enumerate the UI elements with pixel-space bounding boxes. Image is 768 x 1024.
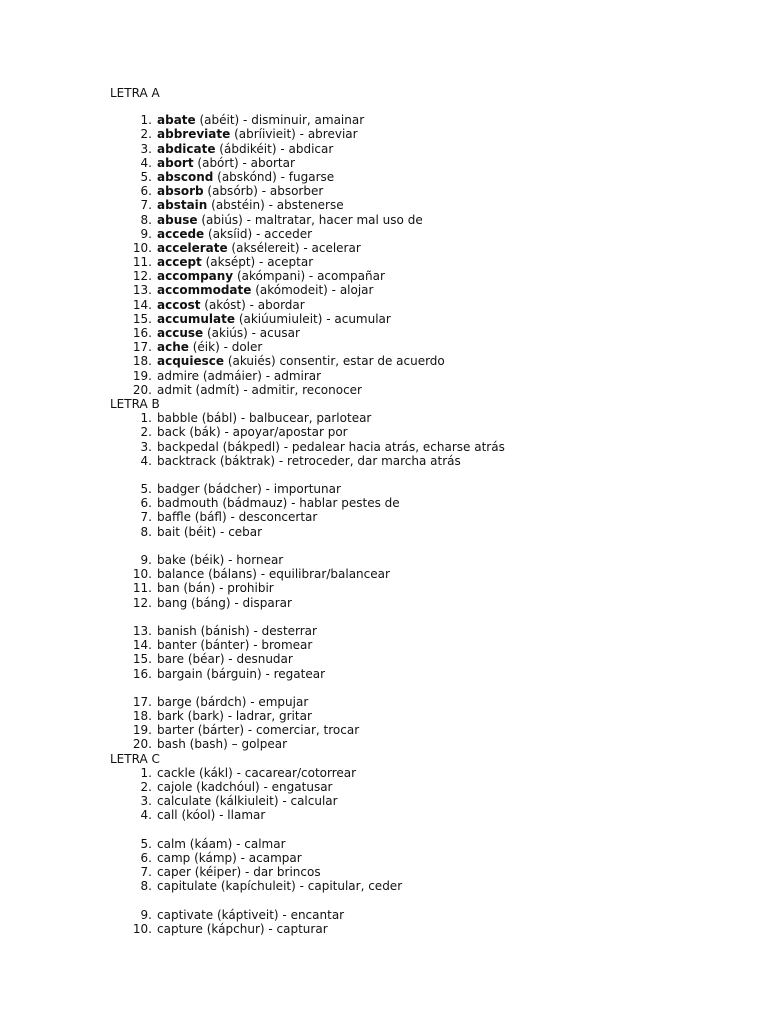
- item-word: abstain: [157, 198, 208, 213]
- item-definition: (admáier) - admirar: [199, 368, 322, 383]
- item-word: camp: [157, 850, 191, 865]
- list-item: [110, 737, 710, 751]
- item-definition: (absórb) - absorber: [203, 184, 324, 199]
- item-number: 1.: [140, 765, 152, 780]
- item-definition: (aksélereit) - acelerar: [227, 240, 361, 255]
- item-definition: (kákl) - cacarear/cotorrear: [195, 765, 357, 780]
- item-definition: (abiús) - maltratar, hacer mal uso de: [197, 212, 423, 227]
- item-definition: (éik) - doler: [188, 340, 263, 355]
- item-number: 7.: [140, 198, 152, 213]
- list-item: [110, 312, 710, 326]
- item-word: bash: [157, 737, 186, 752]
- list-item: [110, 354, 710, 368]
- item-number: 12.: [132, 595, 152, 610]
- item-number: 14.: [132, 638, 152, 653]
- item-number: 19.: [132, 723, 152, 738]
- vocabulary-document: [110, 86, 710, 936]
- list-item: [110, 709, 710, 723]
- item-number: 10.: [132, 567, 152, 582]
- item-definition: (aksíid) - acceder: [204, 226, 313, 241]
- item-word: barter: [157, 723, 194, 738]
- item-word: bargain: [157, 666, 203, 681]
- item-definition: (akóst) - abordar: [200, 297, 305, 312]
- item-word: call: [157, 808, 178, 823]
- item-definition: (abstéin) - abstenerse: [207, 198, 344, 213]
- item-word: bark: [157, 709, 184, 724]
- list-item: [110, 340, 710, 354]
- list-item: [110, 170, 710, 184]
- list-item: [110, 510, 710, 524]
- list-spacer: [110, 894, 710, 908]
- item-number: 7.: [140, 865, 152, 880]
- item-word: barge: [157, 694, 192, 709]
- item-number: 14.: [132, 297, 152, 312]
- section-letra-c: [110, 752, 710, 936]
- item-number: 20.: [132, 382, 152, 397]
- item-word: accede: [157, 226, 205, 241]
- item-word: banish: [157, 623, 197, 638]
- item-definition: (akiúumiuleit) - acumular: [235, 311, 391, 326]
- list-item: [110, 227, 710, 241]
- item-definition: (bark) - ladrar, gritar: [183, 709, 312, 724]
- list-item: [110, 156, 710, 170]
- item-definition: (béik) - hornear: [185, 553, 284, 567]
- item-word: accost: [157, 297, 201, 312]
- section-heading: LETRA A: [110, 86, 160, 100]
- item-word: ban: [157, 581, 180, 596]
- list-item: [110, 808, 710, 822]
- list-item: [110, 440, 710, 454]
- item-number: 15.: [132, 652, 152, 667]
- item-number: 9.: [140, 907, 152, 922]
- item-number: 10.: [132, 921, 152, 936]
- item-word: cajole: [157, 780, 193, 794]
- item-number: 20.: [132, 737, 152, 752]
- item-definition: (bárter) - comerciar, trocar: [193, 723, 360, 738]
- item-number: 19.: [132, 368, 152, 383]
- item-number: 5.: [140, 169, 152, 184]
- item-number: 11.: [132, 581, 152, 596]
- item-word: capitulate: [157, 879, 217, 894]
- list-item: [110, 525, 710, 539]
- item-number: 1.: [140, 113, 152, 128]
- item-word: accommodate: [157, 283, 252, 298]
- item-definition: (bádmauz) - hablar pestes de: [218, 496, 400, 511]
- item-word: badmouth: [157, 496, 219, 511]
- list-item: [110, 780, 710, 794]
- item-number: 1.: [140, 411, 152, 426]
- list-item: [110, 255, 710, 269]
- item-number: 18.: [132, 354, 152, 369]
- item-definition: (kapíchuleit) - capitular, ceder: [217, 879, 403, 894]
- list-item: [110, 553, 710, 567]
- list-item: [110, 411, 710, 425]
- section-heading: LETRA B: [110, 396, 160, 411]
- item-definition: (bán) - prohibir: [179, 581, 274, 596]
- list-item: [110, 879, 710, 893]
- item-word: babble: [157, 411, 198, 426]
- item-number: 16.: [132, 326, 152, 340]
- item-word: accuse: [157, 326, 204, 340]
- list-item: [110, 425, 710, 439]
- item-word: accumulate: [157, 311, 235, 326]
- item-word: bang: [157, 595, 188, 610]
- item-word: calm: [157, 836, 186, 851]
- item-word: bare: [157, 652, 185, 667]
- item-word: bait: [157, 524, 181, 539]
- list-item: [110, 326, 710, 340]
- list-item: [110, 113, 710, 127]
- item-number: 2.: [140, 780, 152, 794]
- list-item: [110, 383, 710, 397]
- item-definition: (abórt) - abortar: [193, 155, 295, 170]
- item-definition: (bálans) - equilibrar/balancear: [204, 567, 390, 582]
- item-definition: (bádcher) - importunar: [199, 482, 341, 497]
- item-definition: (báktrak) - retroceder, dar marcha atrás: [216, 453, 461, 468]
- item-number: 4.: [140, 155, 152, 170]
- list-item: [110, 794, 710, 808]
- list-item: [110, 837, 710, 851]
- item-definition: (akiús) - acusar: [203, 326, 300, 340]
- list-item: [110, 596, 710, 610]
- item-number: 13.: [132, 283, 152, 298]
- item-definition: (báng) - disparar: [187, 595, 292, 610]
- item-definition: (bárguin) - regatear: [202, 666, 325, 681]
- list-item: [110, 567, 710, 581]
- item-number: 6.: [140, 496, 152, 511]
- list-item: [110, 283, 710, 297]
- item-number: 18.: [132, 709, 152, 724]
- list-item: [110, 922, 710, 936]
- list-item: [110, 581, 710, 595]
- list-item: [110, 241, 710, 255]
- item-definition: (béit) - cebar: [180, 524, 263, 539]
- word-list: [110, 113, 710, 397]
- item-word: admire: [157, 368, 200, 383]
- item-definition: (abéit) - disminuir, amainar: [195, 113, 365, 128]
- list-spacer: [110, 823, 710, 837]
- item-word: abscond: [157, 169, 214, 184]
- item-word: calculate: [157, 794, 212, 809]
- list-item: [110, 127, 710, 141]
- item-word: captivate: [157, 907, 214, 922]
- item-definition: (akómpani) - acompañar: [233, 269, 385, 284]
- item-definition: (bánter) - bromear: [196, 638, 313, 653]
- item-number: 5.: [140, 482, 152, 497]
- item-word: acquiesce: [157, 354, 224, 369]
- item-word: accelerate: [157, 240, 228, 255]
- item-definition: (kápchur) - capturar: [202, 921, 328, 936]
- item-word: badger: [157, 482, 200, 497]
- list-item: [110, 213, 710, 227]
- item-word: back: [157, 425, 186, 440]
- item-definition: (kadchóul) - engatusar: [192, 780, 333, 794]
- list-item: [110, 482, 710, 496]
- item-word: backpedal: [157, 439, 219, 454]
- item-word: abort: [157, 155, 194, 170]
- item-number: 5.: [140, 836, 152, 851]
- list-spacer: [110, 610, 710, 624]
- item-word: accept: [157, 255, 202, 270]
- list-item: [110, 198, 710, 212]
- item-word: abate: [157, 113, 196, 128]
- item-number: 17.: [132, 340, 152, 355]
- list-spacer: [110, 539, 710, 553]
- section-heading: LETRA C: [110, 751, 160, 766]
- item-number: 4.: [140, 453, 152, 468]
- item-word: caper: [157, 865, 191, 880]
- item-word: cackle: [157, 765, 196, 780]
- item-definition: (kálkiuleit) - calcular: [211, 794, 338, 809]
- list-item: [110, 269, 710, 283]
- item-definition: (káptiveit) - encantar: [213, 907, 345, 922]
- list-item: [110, 652, 710, 666]
- list-item: [110, 667, 710, 681]
- item-number: 16.: [132, 666, 152, 681]
- item-definition: (bákpedl) - pedalear hacia atrás, echarse atrás: [218, 439, 505, 454]
- item-number: 8.: [140, 879, 152, 894]
- item-number: 12.: [132, 269, 152, 284]
- item-word: abuse: [157, 212, 198, 227]
- item-number: 15.: [132, 311, 152, 326]
- item-word: abbreviate: [157, 127, 231, 142]
- item-word: backtrack: [157, 453, 217, 468]
- item-number: 3.: [140, 439, 152, 454]
- item-number: 3.: [140, 141, 152, 156]
- list-item: [110, 766, 710, 780]
- item-number: 11.: [132, 255, 152, 270]
- word-list: [110, 766, 710, 936]
- item-definition: (abskónd) - fugarse: [213, 169, 335, 184]
- item-word: bake: [157, 553, 186, 567]
- item-number: 4.: [140, 808, 152, 823]
- item-definition: (bák) - apoyar/apostar por: [185, 425, 348, 440]
- item-number: 7.: [140, 510, 152, 525]
- item-definition: (bárdch) - empujar: [191, 694, 309, 709]
- list-item: [110, 454, 710, 468]
- item-word: balance: [157, 567, 205, 582]
- list-item: [110, 908, 710, 922]
- item-definition: (admít) - admitir, reconocer: [191, 382, 362, 397]
- list-spacer: [110, 468, 710, 482]
- item-definition: (akómodeit) - alojar: [251, 283, 374, 298]
- item-word: ache: [157, 340, 189, 355]
- item-word: abdicate: [157, 141, 216, 156]
- list-item: [110, 142, 710, 156]
- list-item: [110, 624, 710, 638]
- item-number: 10.: [132, 240, 152, 255]
- item-definition: (kámp) - acampar: [190, 850, 302, 865]
- item-definition: (bash) – golpear: [185, 737, 288, 752]
- item-definition: (káam) - calmar: [185, 836, 286, 851]
- item-definition: (bábl) - balbucear, parlotear: [197, 411, 372, 426]
- item-number: 8.: [140, 212, 152, 227]
- item-number: 8.: [140, 524, 152, 539]
- section-letra-a: [110, 86, 710, 397]
- item-definition: (aksépt) - aceptar: [201, 255, 314, 270]
- list-item: [110, 496, 710, 510]
- item-word: banter: [157, 638, 197, 653]
- item-definition: (akuiés) consentir, estar de acuerdo: [224, 354, 445, 369]
- list-spacer: [110, 681, 710, 695]
- item-definition: (kéiper) - dar brincos: [190, 865, 321, 880]
- item-number: 9.: [140, 226, 152, 241]
- item-word: baffle: [157, 510, 191, 525]
- list-item: [110, 638, 710, 652]
- item-number: 17.: [132, 694, 152, 709]
- item-word: accompany: [157, 269, 234, 284]
- item-word: admit: [157, 382, 192, 397]
- list-item: [110, 695, 710, 709]
- item-number: 13.: [132, 623, 152, 638]
- list-item: [110, 723, 710, 737]
- item-definition: (bánish) - desterrar: [196, 623, 317, 638]
- list-item: [110, 184, 710, 198]
- word-list: [110, 411, 710, 752]
- list-item: [110, 865, 710, 879]
- item-number: 6.: [140, 850, 152, 865]
- section-letra-b: [110, 397, 710, 752]
- item-word: capture: [157, 921, 203, 936]
- item-number: 9.: [140, 553, 152, 567]
- list-item: [110, 369, 710, 383]
- item-definition: (béar) - desnudar: [184, 652, 293, 667]
- item-definition: (ábdikéit) - abdicar: [215, 141, 334, 156]
- item-number: 6.: [140, 184, 152, 199]
- item-definition: (kóol) - llamar: [177, 808, 266, 823]
- item-definition: (abríivieit) - abreviar: [230, 127, 358, 142]
- item-number: 2.: [140, 425, 152, 440]
- item-number: 2.: [140, 127, 152, 142]
- list-item: [110, 851, 710, 865]
- item-definition: (báfl) - desconcertar: [190, 510, 318, 525]
- item-number: 3.: [140, 794, 152, 809]
- list-item: [110, 298, 710, 312]
- item-word: absorb: [157, 184, 204, 199]
